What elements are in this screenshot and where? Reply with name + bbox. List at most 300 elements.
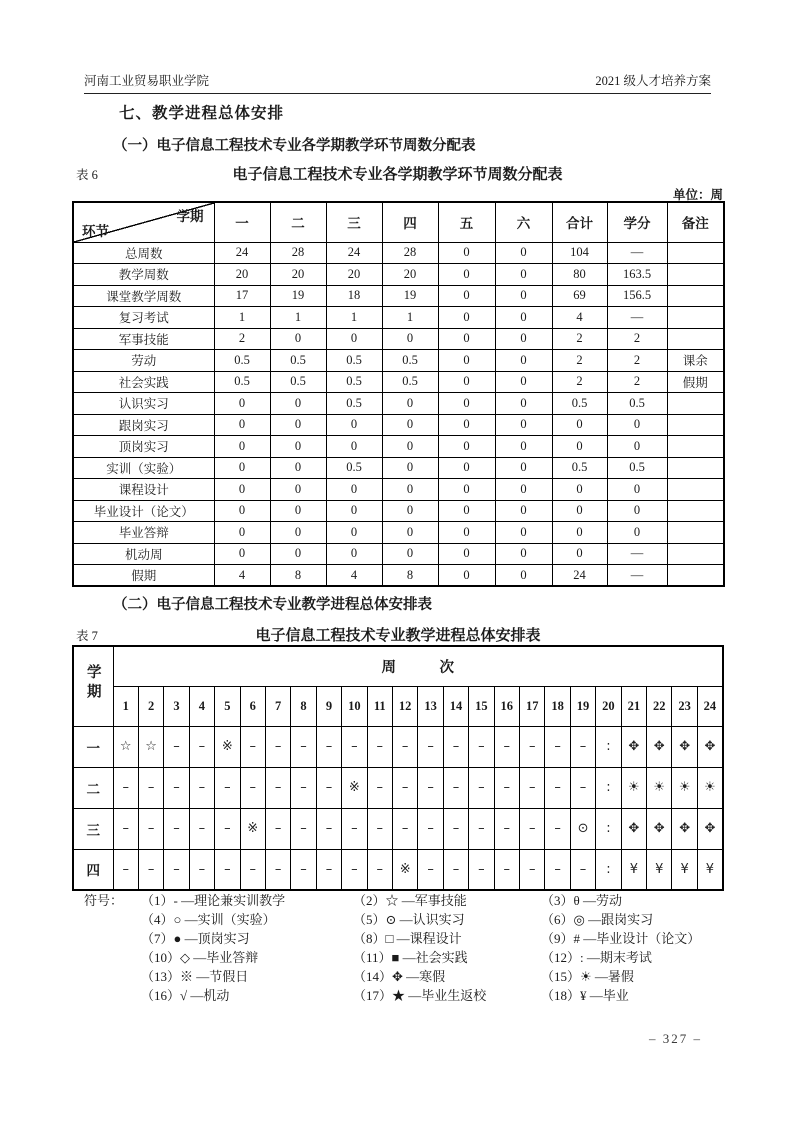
table6-cell: 0	[495, 350, 552, 372]
table7-symbol-cell: –	[291, 726, 316, 767]
table6-cell	[667, 307, 724, 329]
table6-row	[73, 565, 724, 587]
table6-cell: 0	[495, 264, 552, 286]
table7-semester-label: 一	[73, 726, 113, 767]
table7-row	[73, 849, 723, 890]
table7-week-number: 10	[342, 686, 367, 726]
table6-cell: 0	[607, 414, 667, 436]
table6-cell: 0	[438, 350, 495, 372]
table6-cell: 0	[438, 393, 495, 415]
table6-cell: 0	[438, 307, 495, 329]
table7-symbol-cell: ※	[240, 808, 265, 849]
table7-symbol-cell: ※	[215, 726, 240, 767]
table7-symbol-cell: –	[392, 726, 417, 767]
table6-cell: 0	[438, 264, 495, 286]
table7-caption	[72, 624, 724, 645]
semester-header-label: 学期	[84, 664, 101, 704]
table6-cell: 0	[495, 436, 552, 458]
table6-cell: 0	[495, 328, 552, 350]
table7-semester-label: 四	[73, 849, 113, 890]
table6-cell	[667, 565, 724, 587]
table6-cell: 0	[495, 457, 552, 479]
table7-week-number: 15	[469, 686, 494, 726]
table6-cell: 2	[607, 350, 667, 372]
table6-cell: 0.5	[382, 371, 438, 393]
legend-indent	[84, 948, 141, 967]
table6-column-header: 六	[495, 202, 552, 242]
table6-cell	[667, 264, 724, 286]
table6-cell: 104	[552, 242, 607, 264]
table6-cell: 0	[382, 393, 438, 415]
table7-symbol-cell: ※	[392, 849, 417, 890]
table6-cell: 1	[214, 307, 270, 329]
table7-week-number: 14	[443, 686, 468, 726]
table7-row	[73, 767, 723, 808]
table6-cell: 0	[495, 393, 552, 415]
table6-column-header: 二	[270, 202, 326, 242]
table7-symbol-cell: –	[494, 849, 519, 890]
table6-cell: 0	[382, 479, 438, 501]
table6-cell: 0	[607, 522, 667, 544]
table6-cell: 0	[214, 457, 270, 479]
table6-row-label: 毕业答辩	[73, 522, 214, 544]
table6-cell: 0	[214, 414, 270, 436]
table6-cell: 17	[214, 285, 270, 307]
legend-item: （13）※ —节假日	[141, 969, 249, 984]
table6-cell: 课余	[667, 350, 724, 372]
table6-row-label: 教学周数	[73, 264, 214, 286]
corner-phase-label: 环节	[82, 223, 109, 239]
table6-cell: 0	[270, 436, 326, 458]
table7-week-number: 22	[647, 686, 672, 726]
table6-column-header: 备注	[667, 202, 724, 242]
table6-row	[73, 307, 724, 329]
table7-symbol-cell: ¥	[621, 849, 646, 890]
table6-cell: 4	[552, 307, 607, 329]
legend-row	[84, 967, 744, 986]
table6-cell: 0	[382, 414, 438, 436]
table6-row-label: 认识实习	[73, 393, 214, 415]
legend-item: （5）⊙ —认识实习	[353, 912, 465, 927]
table6-cell: 0	[214, 436, 270, 458]
table6-row	[73, 328, 724, 350]
table6-cell: 0	[270, 457, 326, 479]
table7-symbol-cell: :	[596, 767, 621, 808]
table7-symbol-cell: –	[316, 849, 341, 890]
table6-cell: 0	[438, 328, 495, 350]
legend-item: （18）¥ —毕业	[541, 988, 629, 1003]
table7-week-number: 1	[113, 686, 138, 726]
table6-cell: 28	[270, 242, 326, 264]
table7-symbol-cell: ¥	[697, 849, 723, 890]
legend-indent	[84, 967, 141, 986]
table7-symbol-cell: –	[469, 767, 494, 808]
table7-symbol-cell: –	[265, 726, 290, 767]
table7-symbol-cell: –	[240, 849, 265, 890]
table6-row	[73, 242, 724, 264]
table6-cell: 0	[438, 285, 495, 307]
table6-cell: 0	[495, 543, 552, 565]
table6-row-label: 社会实践	[73, 371, 214, 393]
table6-cell: 0.5	[607, 457, 667, 479]
table7-symbol-cell: –	[418, 849, 443, 890]
page-header	[84, 71, 711, 94]
table6-cell: 4	[214, 565, 270, 587]
table6-cell: 2	[607, 328, 667, 350]
table6-cell: 0.5	[552, 457, 607, 479]
table7-symbol-cell: –	[443, 808, 468, 849]
table7-symbol-cell: ※	[342, 767, 367, 808]
legend-row	[84, 948, 744, 967]
table6-column-header: 三	[326, 202, 382, 242]
table6-column-header: 五	[438, 202, 495, 242]
table6-cell: 0	[214, 393, 270, 415]
table6-cell: 0.5	[214, 350, 270, 372]
table6-cell: 1	[270, 307, 326, 329]
table7-week-number: 23	[672, 686, 697, 726]
table6-cell: 0	[270, 328, 326, 350]
table7-symbol-cell: –	[265, 808, 290, 849]
table6-cell: 0.5	[326, 371, 382, 393]
table6-row-label: 劳动	[73, 350, 214, 372]
table6-row-label: 毕业设计（论文）	[73, 500, 214, 522]
table7-symbol-cell: –	[291, 808, 316, 849]
table7-symbol-cell: –	[443, 767, 468, 808]
table7-week-number: 19	[570, 686, 595, 726]
table7-week-number: 11	[367, 686, 392, 726]
table7-symbol-cell: –	[189, 767, 214, 808]
table6-cell	[667, 414, 724, 436]
legend-item: （17）★ —毕业生返校	[353, 988, 487, 1003]
table6-cell: 0.5	[326, 350, 382, 372]
table6-row	[73, 436, 724, 458]
table6-cell: 0	[552, 543, 607, 565]
table7-symbol-cell: –	[418, 767, 443, 808]
table6-cell: 0	[438, 522, 495, 544]
table6-row	[73, 350, 724, 372]
subsection-1-heading: （一）电子信息工程技术专业各学期教学环节周数分配表	[113, 138, 476, 154]
table6-cell: 0	[607, 479, 667, 501]
legend-item: （7）● —顶岗实习	[141, 931, 250, 946]
table6-cell: 0	[552, 436, 607, 458]
legend-row	[84, 891, 744, 910]
table6-unit-note: 单位：周	[672, 188, 723, 202]
table6-cell: 0	[495, 500, 552, 522]
legend-item: （15）☀ —暑假	[541, 969, 634, 984]
schedule-table	[72, 645, 724, 891]
table7-symbol-cell: –	[189, 726, 214, 767]
header-school-name: 河南工业贸易职业学院	[84, 74, 210, 88]
legend-label: 符号：	[84, 893, 124, 908]
table7-symbol-cell: –	[240, 767, 265, 808]
table6-row-label: 总周数	[73, 242, 214, 264]
table7-symbol-cell: –	[164, 726, 189, 767]
table6-row-label: 顶岗实习	[73, 436, 214, 458]
table6-cell: 0	[552, 500, 607, 522]
table6-cell: 0	[214, 522, 270, 544]
table6-cell: 0	[495, 285, 552, 307]
table6-row	[73, 371, 724, 393]
table7-symbol-cell: –	[189, 849, 214, 890]
table7-symbol-cell: :	[596, 849, 621, 890]
table6-cell	[667, 285, 724, 307]
table6-cell: 80	[552, 264, 607, 286]
table6-header-row	[73, 202, 724, 242]
section-heading: 七、教学进程总体安排	[119, 105, 285, 122]
table7-symbol-cell: ✥	[672, 808, 697, 849]
table6-cell: 0	[270, 393, 326, 415]
table6-row-label: 课堂教学周数	[73, 285, 214, 307]
legend-item: （16）√ —机动	[141, 988, 230, 1003]
table7-symbol-cell: –	[265, 849, 290, 890]
table6-title: 电子信息工程技术专业各学期教学环节周数分配表	[232, 166, 563, 183]
table7-symbol-cell: ¥	[647, 849, 672, 890]
table7-symbol-cell: –	[520, 808, 545, 849]
table7-symbol-cell: –	[570, 767, 595, 808]
table6-cell: 0	[326, 479, 382, 501]
table6-cell: 24	[326, 242, 382, 264]
table6-cell: 0	[438, 479, 495, 501]
table6-cell: 0	[438, 457, 495, 479]
table7-symbol-cell: –	[418, 726, 443, 767]
table7-symbol-cell: –	[469, 726, 494, 767]
table7-symbol-cell: –	[469, 808, 494, 849]
table7-symbol-cell: –	[342, 726, 367, 767]
table6-cell: 28	[382, 242, 438, 264]
table6-cell: 0	[438, 500, 495, 522]
table6-row	[73, 500, 724, 522]
table6-cell	[667, 242, 724, 264]
table7-symbol-cell: ✥	[697, 808, 723, 849]
table6-row	[73, 285, 724, 307]
legend-indent	[84, 910, 141, 929]
table7-symbol-cell: –	[342, 808, 367, 849]
table7-week-number: 7	[265, 686, 290, 726]
table7-header-row	[73, 646, 723, 686]
table6-row	[73, 457, 724, 479]
subsection-2-heading: （二）电子信息工程技术专业教学进程总体安排表	[113, 597, 432, 613]
table6-cell: 0	[495, 371, 552, 393]
table6-cell: —	[607, 565, 667, 587]
table6-cell: 0	[495, 307, 552, 329]
table7-tag: 表 7	[76, 629, 98, 643]
table7-symbol-cell: –	[164, 808, 189, 849]
table7-symbol-cell: –	[189, 808, 214, 849]
table7-week-number: 16	[494, 686, 519, 726]
table7-symbol-cell: ☀	[647, 767, 672, 808]
table7-row	[73, 808, 723, 849]
table6-cell: 0	[270, 500, 326, 522]
table7-symbol-cell: :	[596, 726, 621, 767]
table6-row	[73, 479, 724, 501]
table6-cell: 0	[607, 436, 667, 458]
table6-cell: 0	[552, 414, 607, 436]
legend-item: （14）✥ —寒假	[353, 969, 446, 984]
table7-symbol-cell: –	[113, 767, 138, 808]
table6-cell: 0	[270, 522, 326, 544]
table6-cell: 18	[326, 285, 382, 307]
table7-symbol-cell: –	[316, 808, 341, 849]
table6-cell: 0	[382, 457, 438, 479]
table6-cell: 0	[495, 479, 552, 501]
table6-cell: 163.5	[607, 264, 667, 286]
table7-symbol-cell: ✥	[697, 726, 723, 767]
table6-cell: 0	[382, 328, 438, 350]
table7-symbol-cell: –	[520, 767, 545, 808]
table7-symbol-cell: –	[291, 849, 316, 890]
table6-cell: 19	[382, 285, 438, 307]
table7-symbol-cell: –	[367, 808, 392, 849]
table7-symbol-cell: –	[367, 849, 392, 890]
table6-column-header: 四	[382, 202, 438, 242]
table6-cell: —	[607, 307, 667, 329]
legend-indent	[84, 986, 141, 1005]
table7-week-number: 4	[189, 686, 214, 726]
table7-title: 电子信息工程技术专业教学进程总体安排表	[255, 627, 541, 644]
legend-row	[84, 910, 744, 929]
table7-week-number: 20	[596, 686, 621, 726]
table7-week-number: 13	[418, 686, 443, 726]
table6-row	[73, 522, 724, 544]
table6-cell: 0.5	[607, 393, 667, 415]
legend-item: （6）◎ —跟岗实习	[541, 912, 654, 927]
table6-cell	[667, 436, 724, 458]
table7-symbol-cell: –	[494, 808, 519, 849]
table6-cell: —	[607, 242, 667, 264]
table6-row-label: 复习考试	[73, 307, 214, 329]
table6-cell: 0	[607, 500, 667, 522]
table6-row	[73, 393, 724, 415]
header-plan-name: 2021 级人才培养方案	[595, 74, 711, 88]
table6-cell: 0	[495, 522, 552, 544]
table6-cell	[667, 522, 724, 544]
table7-symbol-cell: –	[545, 767, 570, 808]
legend-item: （12）: —期末考试	[541, 950, 652, 965]
table6-row-label: 机动周	[73, 543, 214, 565]
table6-cell: 0	[214, 500, 270, 522]
table7-week-header: 周 次	[113, 646, 723, 686]
table6-cell	[667, 393, 724, 415]
table6-cell	[667, 543, 724, 565]
table7-symbol-cell: –	[545, 808, 570, 849]
table6-cell: 24	[214, 242, 270, 264]
table7-semester-label: 三	[73, 808, 113, 849]
table6-cell: 0	[326, 543, 382, 565]
page-number: – 327 –	[649, 1031, 702, 1046]
table6-cell: 20	[326, 264, 382, 286]
table7-symbol-cell: –	[316, 726, 341, 767]
table6-cell: 0	[552, 522, 607, 544]
table6-cell: 0	[438, 371, 495, 393]
table7-symbol-cell: –	[215, 849, 240, 890]
table7-week-number: 18	[545, 686, 570, 726]
legend-item: （8）□ —课程设计	[353, 931, 462, 946]
table7-symbol-cell: ☀	[697, 767, 723, 808]
table7-symbol-cell: –	[138, 808, 163, 849]
table6-row	[73, 264, 724, 286]
table7-symbol-cell: –	[392, 767, 417, 808]
table6-cell: 0.5	[382, 350, 438, 372]
table6-cell: 20	[382, 264, 438, 286]
table7-symbol-cell: –	[113, 849, 138, 890]
table6-cell	[667, 457, 724, 479]
table7-symbol-cell: ✥	[647, 808, 672, 849]
table6-cell: 19	[270, 285, 326, 307]
table7-symbol-cell: –	[291, 767, 316, 808]
legend-item: （10）◇ —毕业答辩	[141, 950, 259, 965]
table6-cell: 2	[607, 371, 667, 393]
table6-cell: 0	[270, 543, 326, 565]
table7-symbol-cell: ✥	[672, 726, 697, 767]
table6-cell: 20	[270, 264, 326, 286]
table6-row	[73, 543, 724, 565]
table6-cell: 69	[552, 285, 607, 307]
table7-symbol-cell: –	[367, 726, 392, 767]
table6-row-label: 实训（实验）	[73, 457, 214, 479]
legend-row	[84, 929, 744, 948]
table7-symbol-cell: ☆	[113, 726, 138, 767]
table7-week-number: 24	[697, 686, 723, 726]
table6-cell: 0	[326, 414, 382, 436]
table6-cell: 0.5	[326, 457, 382, 479]
table7-week-number: 21	[621, 686, 646, 726]
table7-symbol-cell: –	[164, 767, 189, 808]
table7-symbol-cell: –	[164, 849, 189, 890]
table7-symbol-cell: –	[240, 726, 265, 767]
table6-cell: 0	[495, 565, 552, 587]
table7-symbol-cell: –	[367, 767, 392, 808]
table6-cell: 8	[270, 565, 326, 587]
table6-cell: 0	[270, 479, 326, 501]
table6-cell: 1	[382, 307, 438, 329]
table7-symbol-cell: –	[418, 808, 443, 849]
table6-cell: 0	[438, 242, 495, 264]
table7-symbol-cell: –	[469, 849, 494, 890]
table7-symbol-cell: –	[494, 767, 519, 808]
legend-item: （3）θ —劳动	[541, 893, 622, 908]
legend-indent	[84, 929, 141, 948]
table7-symbol-cell: :	[596, 808, 621, 849]
table6-cell	[667, 328, 724, 350]
table6-cell: 0	[438, 436, 495, 458]
table6-cell: 0	[438, 565, 495, 587]
table6-cell: 2	[552, 350, 607, 372]
table6-cell: 0	[495, 242, 552, 264]
table6-cell: 156.5	[607, 285, 667, 307]
table6-cell: 0.5	[552, 393, 607, 415]
table6-cell: 24	[552, 565, 607, 587]
table6-cell: 20	[214, 264, 270, 286]
table7-symbol-cell: ☀	[621, 767, 646, 808]
table6-cell: 0	[214, 479, 270, 501]
table7-semester-header	[73, 646, 113, 726]
table6-cell: 0.5	[270, 350, 326, 372]
table7-symbol-cell: ¥	[672, 849, 697, 890]
table6-cell: 0	[326, 500, 382, 522]
table6-cell: 0	[438, 543, 495, 565]
table6-row-label: 军事技能	[73, 328, 214, 350]
table7-symbol-cell: –	[316, 767, 341, 808]
corner-semester-label: 学期	[176, 209, 204, 224]
table7-symbol-cell: –	[138, 849, 163, 890]
table6-column-header: 学分	[607, 202, 667, 242]
table7-symbol-cell: ☀	[672, 767, 697, 808]
weeks-distribution-table	[72, 201, 725, 587]
table7-symbol-cell: –	[570, 849, 595, 890]
table7-symbol-cell: ✥	[621, 808, 646, 849]
table7-week-number: 2	[138, 686, 163, 726]
legend-row	[84, 986, 744, 1005]
